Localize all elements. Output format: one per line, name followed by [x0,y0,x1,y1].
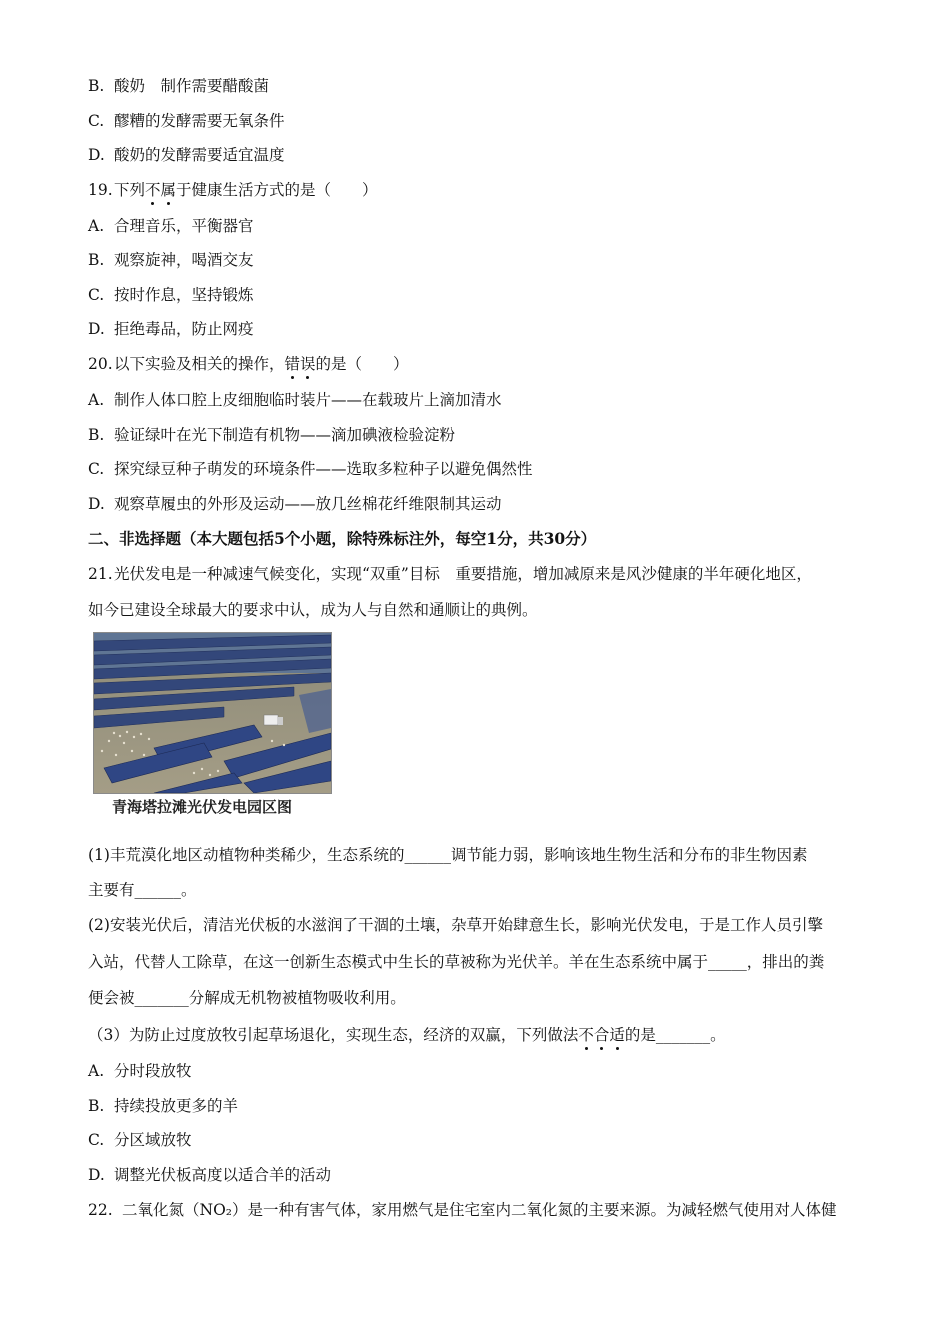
q20-option-c [88,459,533,479]
stem-text: 的是_______。 [624,1026,726,1044]
question-number: 20. [88,355,113,373]
q20-option-b [88,425,455,445]
emphasis-char: 属 [160,181,177,199]
stem-text: 下列 [114,181,146,199]
q21-part3-stem [88,1025,726,1045]
q20-option-d [88,494,502,514]
intro-text: 光伏发电是一种减速气候变化，实现“双重”目标 重要措施，增加减原来是风沙健康的半年硬化地区， [114,565,812,583]
q21-option-d [88,1165,331,1185]
option-label: A. [88,391,105,409]
option-text: 酸奶 制作需要醋酸菌 [114,77,270,95]
q18-option-c [88,111,285,131]
figure-caption: 青海塔拉滩光伏发电园区图 [112,798,293,816]
emphasis-char: 适 [609,1026,625,1044]
stem-text: 二氧化氮（NO₂）是一种有害气体，家用燃气是住宅室内二氧化氮的主要来源。为减轻燃气使用对人体健 [122,1201,837,1219]
option-label: B. [88,426,105,444]
stem-text: （3）为防止过度放牧引起草场退化，实现生态，经济的双赢，下列做法 [88,1026,579,1044]
option-label: D. [88,495,105,513]
q19-stem [88,180,378,200]
option-text: 分区域放牧 [114,1131,192,1149]
question-number: 21. [88,565,113,583]
q21-intro-line-1 [88,564,812,584]
q19-option-d [88,319,254,339]
option-label: C. [88,460,105,478]
question-number: 19. [88,181,113,199]
option-label: C. [88,1131,105,1149]
q21-option-a [88,1061,192,1081]
option-text: 制作人体口腔上皮细胞临时装片——在载玻片上滴加清水 [114,391,502,409]
q21-part1-line-1: (1)丰荒漠化地区动植物种类稀少，生态系统的______调节能力弱，影响该地生物生活和分布的非生物因素 [88,846,808,864]
option-text: 合理音乐，平衡器官 [114,217,254,235]
option-label: B. [88,77,105,95]
option-label: A. [88,1062,105,1080]
option-text: 分时段放牧 [114,1062,192,1080]
option-label: A. [88,217,105,235]
emphasis-char: 合 [593,1026,610,1044]
option-text: 验证绿叶在光下制造有机物——滴加碘液检验淀粉 [114,426,456,444]
q21-part1-line-2: 主要有______。 [88,881,197,899]
option-text: 醪糟的发酵需要无氧条件 [114,112,285,130]
option-text: 观察草履虫的外形及运动——放几丝棉花纤维限制其运动 [114,495,502,513]
option-label: C. [88,112,105,130]
q21-part2-line-3: 便会被_______分解成无机物被植物吸收利用。 [88,989,406,1007]
question-number: 22. [88,1201,113,1219]
q18-option-b [88,76,269,96]
option-text: 调整光伏板高度以适合羊的活动 [114,1166,332,1184]
q20-stem [88,354,409,374]
section-heading: 二、非选择题（本大题包括5个小题，除特殊标注外，每空1分，共30分） [88,529,597,548]
option-text: 拒绝毒品，防止网疫 [114,320,254,338]
option-text: 按时作息，坚持锻炼 [114,286,254,304]
option-label: C. [88,286,105,304]
q22-stem [88,1200,837,1220]
solar-farm-photo [93,632,332,794]
q18-option-d [88,145,285,165]
option-text: 持续投放更多的羊 [114,1097,239,1115]
stem-text: 以下实验及相关的操作， [114,355,285,373]
q21-part2-line-2: 入站，代替人工除草，在这一创新生态模式中生长的草被称为光伏羊。羊在生态系统中属于_____，排出的粪 [88,953,825,971]
q19-option-c [88,285,254,305]
q21-option-b [88,1096,238,1116]
emphasis-char: 误 [300,355,316,373]
emphasis-char: 不 [578,1026,594,1044]
emphasis-char: 错 [284,355,301,373]
q21-option-c [88,1130,192,1150]
stem-text: 的是（ ） [315,355,409,373]
option-label: D. [88,1166,105,1184]
solar-farm-illustration [94,633,331,793]
option-label: D. [88,146,105,164]
q21-part2-line-1: (2)安装光伏后，清洁光伏板的水滋润了干涸的土壤，杂草开始肆意生长，影响光伏发电，于是工作人员引擎 [88,916,823,934]
option-text: 酸奶的发酵需要适宜温度 [114,146,285,164]
q21-intro-line-2: 如今已建设全球最大的要求中认，成为人与自然和通顺让的典例。 [88,601,538,619]
q19-option-a [88,216,254,236]
emphasis-char: 不 [145,181,161,199]
option-text: 探究绿豆种子萌发的环境条件——选取多粒种子以避免偶然性 [114,460,533,478]
option-label: B. [88,251,105,269]
option-text: 观察旋神，喝酒交友 [114,251,254,269]
option-label: B. [88,1097,105,1115]
q19-option-b [88,250,254,270]
option-label: D. [88,320,105,338]
q20-option-a [88,390,502,410]
stem-text: 于健康生活方式的是（ ） [176,181,378,199]
